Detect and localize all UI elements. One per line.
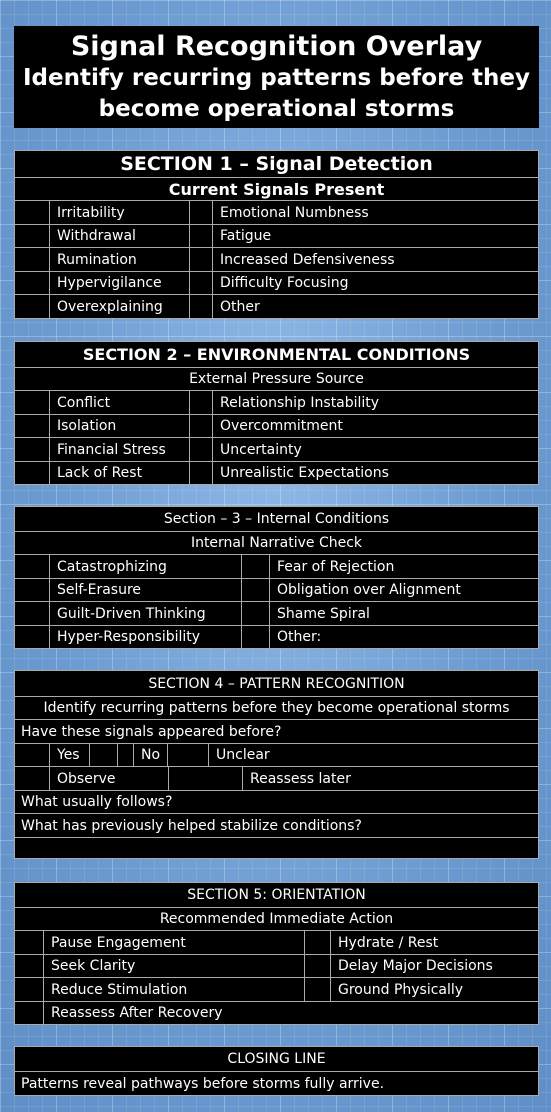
narrative-label: Obligation over Alignment bbox=[269, 579, 538, 601]
checkbox[interactable] bbox=[15, 225, 49, 247]
checkbox[interactable] bbox=[241, 579, 269, 601]
checkbox[interactable] bbox=[304, 978, 330, 1001]
page-title: Signal Recognition Overlay bbox=[70, 30, 483, 62]
question-what-follows: What usually follows? bbox=[21, 794, 173, 810]
observe-checkbox[interactable] bbox=[15, 767, 49, 790]
checkbox[interactable] bbox=[189, 248, 212, 271]
signal-label: Fatigue bbox=[212, 225, 538, 247]
checkbox[interactable] bbox=[15, 626, 49, 648]
section-2-subtitle: External Pressure Source bbox=[189, 371, 364, 387]
checkbox[interactable] bbox=[304, 955, 330, 977]
closing-title: CLOSING LINE bbox=[227, 1051, 326, 1067]
action-label: Reassess After Recovery bbox=[43, 1002, 538, 1024]
option-unclear[interactable]: Unclear bbox=[208, 744, 538, 766]
option-observe: Observe bbox=[49, 767, 168, 790]
section-1-title: SECTION 1 – Signal Detection bbox=[120, 153, 433, 175]
header-panel bbox=[14, 26, 539, 128]
signal-label: Withdrawal bbox=[49, 225, 189, 247]
checkbox[interactable] bbox=[189, 415, 212, 437]
section-5 bbox=[14, 882, 539, 1025]
action-label: Seek Clarity bbox=[43, 955, 304, 977]
action-label: Delay Major Decisions bbox=[330, 955, 538, 977]
condition-label: Isolation bbox=[49, 415, 189, 437]
checkbox[interactable] bbox=[15, 555, 49, 578]
checkbox[interactable] bbox=[304, 931, 330, 954]
section-1 bbox=[14, 150, 539, 319]
option-yes: Yes bbox=[49, 744, 89, 766]
option-reassess-later: Reassess later bbox=[242, 767, 538, 790]
signal-label: Irritability bbox=[49, 201, 189, 224]
checkbox[interactable] bbox=[189, 391, 212, 414]
signal-label: Overexplaining bbox=[49, 295, 189, 318]
signal-label: Other bbox=[212, 295, 538, 318]
checkbox[interactable] bbox=[15, 295, 49, 318]
checkbox[interactable] bbox=[189, 225, 212, 247]
narrative-label: Other: bbox=[269, 626, 538, 648]
condition-label: Overcommitment bbox=[212, 415, 538, 437]
narrative-label: Guilt-Driven Thinking bbox=[49, 602, 241, 625]
page-subtitle-line1: Identify recurring patterns before they bbox=[22, 64, 530, 91]
action-label: Reduce Stimulation bbox=[43, 978, 304, 1001]
checkbox[interactable] bbox=[15, 201, 49, 224]
checkbox[interactable] bbox=[15, 438, 49, 461]
checkbox[interactable] bbox=[15, 391, 49, 414]
signal-label: Difficulty Focusing bbox=[212, 272, 538, 294]
checkbox[interactable] bbox=[15, 1002, 43, 1024]
section-2 bbox=[14, 341, 539, 485]
checkbox[interactable] bbox=[241, 626, 269, 648]
question-what-helped: What has previously helped stabilize conditions? bbox=[21, 817, 362, 834]
narrative-label: Self-Erasure bbox=[49, 579, 241, 601]
checkbox[interactable] bbox=[15, 415, 49, 437]
narrative-label: Fear of Rejection bbox=[269, 555, 538, 578]
section-5-subtitle: Recommended Immediate Action bbox=[159, 911, 394, 927]
checkbox[interactable] bbox=[15, 955, 43, 977]
action-label: Hydrate / Rest bbox=[330, 931, 538, 954]
action-label: Pause Engagement bbox=[43, 931, 304, 954]
signal-label: Increased Defensiveness bbox=[212, 248, 538, 271]
condition-label: Financial Stress bbox=[49, 438, 189, 461]
page-subtitle-line2: become operational storms bbox=[98, 95, 455, 122]
checkbox[interactable] bbox=[241, 602, 269, 625]
signal-label: Hypervigilance bbox=[49, 272, 189, 294]
checkbox[interactable] bbox=[189, 201, 212, 224]
checkbox[interactable] bbox=[189, 438, 212, 461]
spacer-cell bbox=[15, 744, 49, 766]
checkbox[interactable] bbox=[15, 248, 49, 271]
checkbox[interactable] bbox=[189, 272, 212, 294]
question-appeared-before: Have these signals appeared before? bbox=[21, 723, 282, 740]
closing-section bbox=[14, 1046, 539, 1096]
condition-label: Uncertainty bbox=[212, 438, 538, 461]
checkbox[interactable] bbox=[189, 295, 212, 318]
section-1-subtitle: Current Signals Present bbox=[168, 179, 385, 199]
condition-label: Lack of Rest bbox=[49, 462, 189, 484]
section-4-title: SECTION 4 – PATTERN RECOGNITION bbox=[148, 675, 405, 692]
condition-label: Conflict bbox=[49, 391, 189, 414]
yes-checkbox[interactable] bbox=[89, 744, 117, 766]
checkbox[interactable] bbox=[15, 272, 49, 294]
narrative-label: Shame Spiral bbox=[269, 602, 538, 625]
reassess-checkbox[interactable] bbox=[168, 767, 242, 790]
checkbox[interactable] bbox=[15, 579, 49, 601]
section-2-title: SECTION 2 – ENVIRONMENTAL CONDITIONS bbox=[82, 345, 471, 364]
checkbox[interactable] bbox=[15, 602, 49, 625]
checkbox[interactable] bbox=[241, 555, 269, 578]
closing-text: Patterns reveal pathways before storms fully arrive. bbox=[21, 1075, 385, 1092]
action-label: Ground Physically bbox=[330, 978, 538, 1001]
section-4-subtitle: Identify recurring patterns before they become operational storms bbox=[43, 700, 510, 716]
condition-label: Relationship Instability bbox=[212, 391, 538, 414]
signal-label: Emotional Numbness bbox=[212, 201, 538, 224]
checkbox[interactable] bbox=[15, 978, 43, 1001]
narrative-label: Catastrophizing bbox=[49, 555, 241, 578]
section-3-title: Section – 3 – Internal Conditions bbox=[163, 511, 390, 527]
section-3-subtitle: Internal Narrative Check bbox=[190, 535, 363, 551]
section-3 bbox=[14, 506, 539, 649]
section-5-title: SECTION 5: ORIENTATION bbox=[187, 887, 366, 903]
condition-label: Unrealistic Expectations bbox=[212, 462, 538, 484]
option-no: No bbox=[133, 744, 167, 766]
spacer-cell bbox=[117, 744, 133, 766]
checkbox[interactable] bbox=[15, 931, 43, 954]
answer-field[interactable] bbox=[15, 838, 538, 858]
no-checkbox[interactable] bbox=[167, 744, 208, 766]
checkbox[interactable] bbox=[189, 462, 212, 484]
section-4 bbox=[14, 670, 539, 859]
signal-label: Rumination bbox=[49, 248, 189, 271]
narrative-label: Hyper-Responsibility bbox=[49, 626, 241, 648]
checkbox[interactable] bbox=[15, 462, 49, 484]
